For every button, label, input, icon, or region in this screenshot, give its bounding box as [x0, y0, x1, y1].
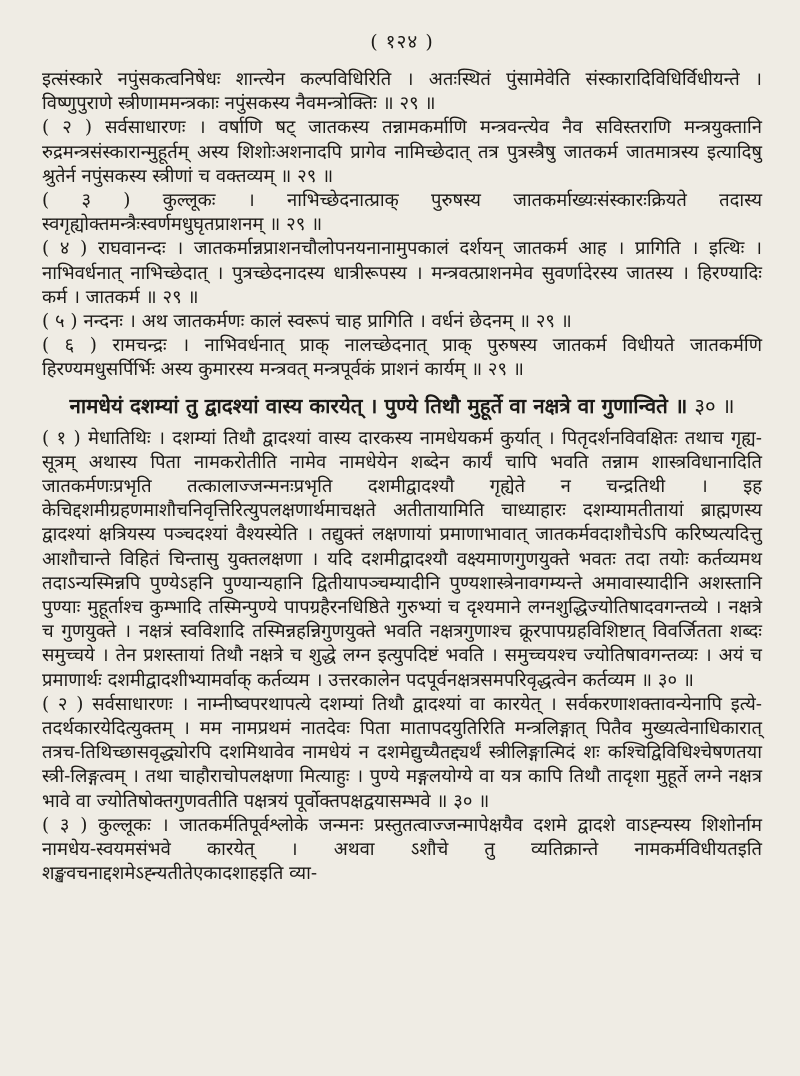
commentary-paragraph-sarvasadharana: ( २ ) सर्वसाधारणः । वर्षाणि षट् जातकस्य तन्नामकर्माणि मन्त्रवन्त्येव नैव सविस्तराणि मन्त्रयुक्तानि रुद्रमन्त्रसंस्कारान्मुहूर्तम् अस्य शिशोःअशनादपि प्रागेव नामिच्छेदात् तत्र पुत्रस्त्रैषु जातकर्म जातमात्रस्य इत्यादिषु श्रुतेर्न नपुंसकस्य स्त्रीणां च वक्तव्यम् ॥ २९ ॥: [42, 117, 762, 187]
commentary-text: [42, 68, 762, 887]
page-number: ( १२४ ): [370, 31, 434, 53]
verse-commentary-kulluka: ( ३ ) कुल्लूकः । जातकर्मतिपूर्वश्लोके जन्मनः प्रस्तुतत्वाज्जन्मापेक्षयैव दशमे द्वादशे वाऽह्न्यस्य शिशोर्नाम नामधेय-स्वयमसंभवे कारयेत् । अथवा ऽशौचे तु व्यतिक्रान्ते नामकर्मविधीयतइति शङ्खवचनाद्दशमेऽह्न्यतीतेएकादशाहइति व्या-: [42, 814, 762, 885]
commentary-paragraph-kulluka: ( ३ ) कुल्लूकः । नाभिच्छेदनात्प्राक् पुरुषस्य जातकर्माख्यःसंस्कारःक्रियते तदास्य स्वगृह्योक्तमन्त्रैःस्वर्णमधुघृतप्राशनम् ॥ २९ ॥: [42, 190, 762, 236]
intro-paragraph: इत्संस्कारे नपुंसकत्वनिषेधः शान्त्येन कल्पविधिरिति । अतःस्थितं पुंसामेवेति संस्कारादिविधिर्विधीयन्ते । विष्णुपुराणे स्त्रीणाममन्त्रकाः नपुंसकस्य नैवमन्त्रोक्तिः ॥ २९ ॥: [42, 69, 762, 115]
verse-30: [42, 391, 762, 421]
verse-text: नामधेयं दशम्यां तु द्वादश्यां वास्य कारयेत् । पुण्ये तिथौ मुहूर्ते वा नक्षत्रे वा गुणान्विते ॥: [69, 393, 688, 418]
verse-commentary-medhatithi: ( १ ) मेधातिथिः । दशम्यां तिथौ द्वादश्यां वास्य दारकस्य नामधेयकर्म कुर्यात् । पितृदर्शनविवक्षितः तथाच गृह्य-सूत्रम् अथास्य पिता नामकरोतीति नामेव नामधेयेन शब्देन कार्यं चापि भवति तन्नाम शास्त्रविधानादिति जातकर्मणःप्रभृति तत्कालाज्जन्मनःप्रभृति दशमीद्वादश्यौ गृह्येते न चन्द्रतिथी । इह केचिद्दशमीग्रहणमाशौचनिवृत्तिरित्युपलक्षणार्थमाचक्षते अतीतायामिति चाध्याहारः दशम्यामतीतायां ब्राह्मणस्य द्वादश्यां क्षत्रियस्य पञ्चदश्यां वैश्यस्येति । तद्युक्तं लक्षणायां प्रमाणाभावात् जातकर्मवदाशौचेऽपि करिष्यत्यदित्तु आशौचान्ते विहितं चिन्तासु युक्तलक्षणा । यदि दशमीद्वादश्यौ वक्ष्यमाणगुणयुक्ते भवतः तदा तयोः कर्तव्यमथ तदाऽन्यस्मिन्नपि पुण्येऽहनि पुण्यान्यहानि द्वितीयापञ्चम्यादीनि पुण्यशास्त्रेनावगम्यन्ते अमावास्यादीनि अशस्तानि पुण्याः मुहूर्ताश्च कुम्भादि तस्मिन्पुण्ये पापग्रहैरनधिष्ठिते गुरुभ्यां च दृश्यमाने लग्नशुद्धिज्योतिषादवगन्तव्ये । नक्षत्रे च गुणयुक्ते । नक्षत्रं स्वविशादि तस्मिन्नहन्निगुणयुक्ते भवति नक्षत्रगुणाश्च क्रूरपापग्रहविशिष्टात् विवर्जितता शब्दः समुच्चये । तेन प्रशस्तायां तिथौ नक्षत्रे च शुद्धे लग्न इत्युपदिष्टं भवति । समुच्चयश्च ज्योतिषावगन्तव्यः । अयं च प्रमाणार्थः दशमीद्वादशीभ्यामर्वाक् कर्तव्यम । उत्तरकालेन पदपूर्वनक्षत्रसमपरिवृद्धत्वेन कर्तव्यम ॥ ३० ॥: [42, 427, 762, 691]
commentary-paragraph-nandana: ( ५ ) नन्दनः । अथ जातकर्मणः कालं स्वरूपं चाह प्रागिति । वर्धनं छेदनम् ॥ २९ ॥: [42, 311, 572, 333]
commentary-paragraph-raghavananda: ( ४ ) राघवानन्दः । जातकर्मान्नप्राशनचौलोपनयनानामुपकालं दर्शयन् जातकर्म आह । प्रागिति । इत्थिः । नाभिवर्धनात् नाभिच्छेदात् । पुत्रच्छेदनादस्य धात्रीरूपस्य । मन्त्रवत्प्राशनमेव सुवर्णादेरस्य जातस्य । हिरण्यादिः कर्म । जातकर्म ॥ २९ ॥: [42, 238, 762, 308]
verse-commentary-sarvasadharana: ( २ ) सर्वसाधारणः । नाम्नीष्वपरथापत्ये दशम्यां तिथौ द्वादश्यां वा कारयेत् । सर्वकरणाशक्तावन्येनापि इत्ये-तदर्थकारयेदित्युक्तम् । मम नामप्रथमं नातदेवः पिता मातापदयुतिरिति मन्त्रलिङ्गात् पितैव मुख्यत्वेनाधिकारात् तत्रच-तिथिच्छासवृद्ध्योरपि दशमिथावेव नामधेयं न दशमेद्युच्यैतद्द्यर्थं स्त्रीलिङ्गात्मिदं शः कश्चिद्विविधिश्चेषणतया स्त्री-लिङ्गत्वम् । तथा चाहौराचोपलक्षणा मित्याहुः । पुण्ये मङ्गलयोग्ये वा यत्र कापि तिथौ तादृशा मुहूर्ते लग्ने नक्षत्र भावे वा ज्योतिषोक्तगुणवतीति पक्षत्रयं पूर्वोक्तपक्षद्वयासम्भवे ॥ ३० ॥: [42, 693, 762, 812]
commentary-paragraph-ramachandra: ( ६ ) रामचन्द्रः । नाभिवर्धनात् प्राक् नालच्छेदनात् प्राक् पुरुषस्य जातकर्म विधीयते जातकर्मणि हिरण्यमधुसर्पिर्भिः अस्य कुमारस्य मन्त्रवत् मन्त्रपूर्वकं प्राशनं कार्यम् ॥ २९ ॥: [42, 335, 762, 381]
verse-number: ३० ॥: [694, 393, 735, 418]
